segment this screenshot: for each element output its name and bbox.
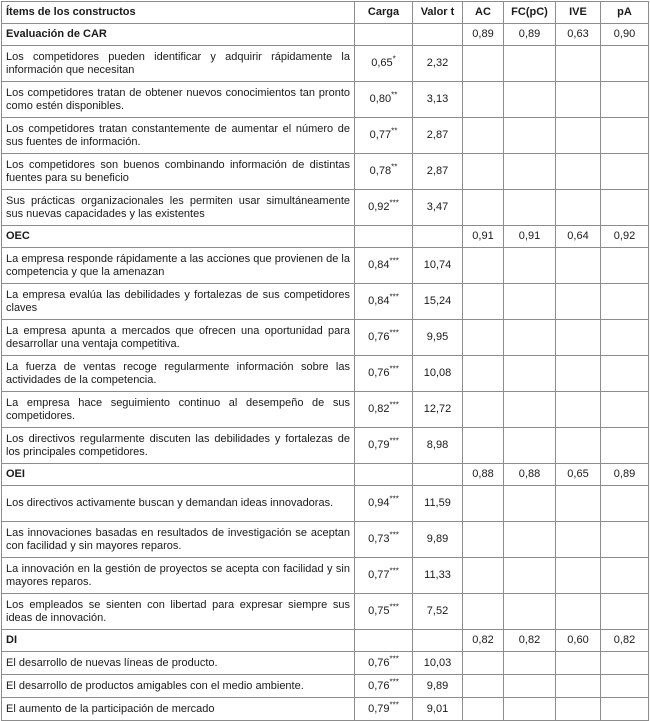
ive-value: 0,64 xyxy=(556,226,601,248)
valor-t-value: 2,87 xyxy=(413,154,463,190)
valor-t-value: 9,89 xyxy=(413,675,463,698)
empty-cell xyxy=(355,24,413,46)
item-text: El desarrollo de nuevas líneas de producto. xyxy=(2,652,355,675)
carga-cell xyxy=(355,428,413,464)
table-row xyxy=(2,356,649,392)
empty-cell xyxy=(601,118,649,154)
item-text: La innovación en la gestión de proyectos se acepta con facilidad y sin mayores reparos. xyxy=(2,558,355,594)
empty-cell xyxy=(463,154,504,190)
significance-stars: *** xyxy=(389,494,399,504)
empty-cell xyxy=(556,190,601,226)
item-text: Los directivos regularmente discuten las debilidades y fortalezas de los principales competidores. xyxy=(2,428,355,464)
empty-cell xyxy=(601,594,649,630)
empty-cell xyxy=(355,226,413,248)
carga-cell xyxy=(355,392,413,428)
empty-cell xyxy=(463,356,504,392)
empty-cell xyxy=(556,320,601,356)
construct-name: Evaluación de CAR xyxy=(2,24,355,46)
construct-header-row xyxy=(2,24,649,46)
item-text: Los competidores tratan constantemente de aumentar el número de sus fuentes de información. xyxy=(2,118,355,154)
table-row xyxy=(2,46,649,82)
carga-value: 0,76 xyxy=(368,656,390,669)
significance-stars: *** xyxy=(389,198,399,208)
ac-value: 0,82 xyxy=(463,630,504,652)
valor-t-value: 8,98 xyxy=(413,428,463,464)
empty-cell xyxy=(504,320,556,356)
carga-cell xyxy=(355,46,413,82)
ive-value: 0,65 xyxy=(556,464,601,486)
empty-cell xyxy=(463,82,504,118)
empty-cell xyxy=(355,630,413,652)
construct-header-row xyxy=(2,464,649,486)
empty-cell xyxy=(556,675,601,698)
empty-cell xyxy=(463,428,504,464)
empty-cell xyxy=(504,522,556,558)
empty-cell xyxy=(504,486,556,522)
table-row xyxy=(2,675,649,698)
valor-t-value: 15,24 xyxy=(413,284,463,320)
carga-value: 0,76 xyxy=(368,367,390,379)
empty-cell xyxy=(413,226,463,248)
empty-cell xyxy=(601,428,649,464)
carga-value: 0,84 xyxy=(368,259,390,271)
item-text: Las innovaciones basadas en resultados de investigación se aceptan con facilidad y sin mayores reparos. xyxy=(2,522,355,558)
carga-cell xyxy=(355,698,413,721)
empty-cell xyxy=(463,594,504,630)
carga-cell xyxy=(355,594,413,630)
empty-cell xyxy=(504,428,556,464)
valor-t-value: 2,87 xyxy=(413,118,463,154)
ac-value: 0,88 xyxy=(463,464,504,486)
carga-value: 0,84 xyxy=(368,295,390,307)
carga-value: 0,76 xyxy=(368,679,390,692)
table-row xyxy=(2,698,649,721)
table-row xyxy=(2,190,649,226)
pa-value: 0,89 xyxy=(601,464,649,486)
fc-value: 0,82 xyxy=(504,630,556,652)
empty-cell xyxy=(504,356,556,392)
significance-stars: *** xyxy=(389,256,399,266)
significance-stars: *** xyxy=(389,364,399,374)
valor-t-value: 11,59 xyxy=(413,486,463,522)
empty-cell xyxy=(601,522,649,558)
valor-t-value: 2,32 xyxy=(413,46,463,82)
item-text: La empresa apunta a mercados que ofrecen una oportunidad para desarrollar una ventaja competitiva. xyxy=(2,320,355,356)
empty-cell xyxy=(556,428,601,464)
item-text: Los competidores tratan de obtener nuevos conocimientos tan pronto como estén disponibles. xyxy=(2,82,355,118)
empty-cell xyxy=(504,46,556,82)
carga-cell xyxy=(355,652,413,675)
carga-cell xyxy=(355,675,413,698)
significance-stars: ** xyxy=(391,162,398,172)
carga-cell xyxy=(355,190,413,226)
empty-cell xyxy=(556,698,601,721)
empty-cell xyxy=(504,675,556,698)
item-text: La fuerza de ventas recoge regularmente información sobre las actividades de la competencia. xyxy=(2,356,355,392)
table-row xyxy=(2,594,649,630)
empty-cell xyxy=(504,82,556,118)
pa-value: 0,90 xyxy=(601,24,649,46)
header-pa: pA xyxy=(601,2,649,24)
empty-cell xyxy=(413,630,463,652)
empty-cell xyxy=(556,558,601,594)
empty-cell xyxy=(601,248,649,284)
empty-cell xyxy=(463,248,504,284)
carga-cell xyxy=(355,558,413,594)
carga-cell xyxy=(355,248,413,284)
empty-cell xyxy=(463,652,504,675)
item-text: El aumento de la participación de mercado xyxy=(2,698,355,721)
empty-cell xyxy=(601,190,649,226)
empty-cell xyxy=(556,392,601,428)
significance-stars: *** xyxy=(389,699,399,709)
significance-stars: *** xyxy=(389,602,399,612)
table-row xyxy=(2,118,649,154)
carga-cell xyxy=(355,320,413,356)
carga-value: 0,80 xyxy=(369,93,392,105)
significance-stars: *** xyxy=(389,676,399,686)
empty-cell xyxy=(556,486,601,522)
valor-t-value: 9,01 xyxy=(413,698,463,721)
table-row xyxy=(2,652,649,675)
carga-cell xyxy=(355,118,413,154)
valor-t-value: 10,03 xyxy=(413,652,463,675)
header-carga: Carga xyxy=(355,2,413,24)
item-text: Los directivos activamente buscan y demandan ideas innovadoras. xyxy=(2,486,355,522)
empty-cell xyxy=(556,594,601,630)
header-valor-t: Valor t xyxy=(413,2,463,24)
pa-value: 0,82 xyxy=(601,630,649,652)
table-row xyxy=(2,320,649,356)
pa-value: 0,92 xyxy=(601,226,649,248)
empty-cell xyxy=(601,356,649,392)
significance-stars: *** xyxy=(389,530,399,540)
empty-cell xyxy=(413,464,463,486)
carga-cell xyxy=(355,356,413,392)
empty-cell xyxy=(463,675,504,698)
empty-cell xyxy=(504,698,556,721)
fc-value: 0,88 xyxy=(504,464,556,486)
carga-value: 0,75 xyxy=(368,605,390,617)
ive-value: 0,63 xyxy=(556,24,601,46)
valor-t-value: 10,08 xyxy=(413,356,463,392)
empty-cell xyxy=(601,82,649,118)
empty-cell xyxy=(556,284,601,320)
construct-header-row xyxy=(2,630,649,652)
empty-cell xyxy=(601,392,649,428)
carga-value: 0,65 xyxy=(371,57,393,69)
item-text: Los empleados se sienten con libertad para expresar siempre sus ideas de innovación. xyxy=(2,594,355,630)
empty-cell xyxy=(556,118,601,154)
significance-stars: *** xyxy=(389,566,399,576)
empty-cell xyxy=(504,652,556,675)
empty-cell xyxy=(601,652,649,675)
empty-cell xyxy=(504,284,556,320)
table-row xyxy=(2,248,649,284)
constructs-table xyxy=(1,1,649,721)
item-text: Los competidores son buenos combinando información de distintas fuentes para su beneficio xyxy=(2,154,355,190)
item-text: Sus prácticas organizacionales les permiten usar simultáneamente sus nuevas capacidades y las existentes xyxy=(2,190,355,226)
empty-cell xyxy=(463,284,504,320)
empty-cell xyxy=(504,190,556,226)
valor-t-value: 3,47 xyxy=(413,190,463,226)
empty-cell xyxy=(556,652,601,675)
empty-cell xyxy=(556,356,601,392)
significance-stars: *** xyxy=(389,400,399,410)
valor-t-value: 11,33 xyxy=(413,558,463,594)
empty-cell xyxy=(601,320,649,356)
carga-value: 0,79 xyxy=(368,702,390,715)
valor-t-value: 3,13 xyxy=(413,82,463,118)
significance-stars: *** xyxy=(389,653,399,663)
carga-value: 0,92 xyxy=(368,201,390,213)
empty-cell xyxy=(463,118,504,154)
header-ac: AC xyxy=(463,2,504,24)
empty-cell xyxy=(556,154,601,190)
valor-t-value: 7,52 xyxy=(413,594,463,630)
empty-cell xyxy=(504,118,556,154)
ive-value: 0,60 xyxy=(556,630,601,652)
significance-stars: ** xyxy=(391,90,398,100)
empty-cell xyxy=(556,82,601,118)
construct-name: OEI xyxy=(2,464,355,486)
empty-cell xyxy=(556,46,601,82)
carga-value: 0,73 xyxy=(368,533,390,545)
carga-cell xyxy=(355,522,413,558)
empty-cell xyxy=(601,284,649,320)
table-header-row xyxy=(2,2,649,24)
construct-header-row xyxy=(2,226,649,248)
significance-stars: *** xyxy=(389,328,399,338)
empty-cell xyxy=(355,464,413,486)
table-row xyxy=(2,558,649,594)
carga-value: 0,78 xyxy=(369,165,392,177)
carga-cell xyxy=(355,284,413,320)
carga-cell xyxy=(355,486,413,522)
empty-cell xyxy=(463,558,504,594)
empty-cell xyxy=(504,558,556,594)
empty-cell xyxy=(463,698,504,721)
header-items: Ítems de los constructos xyxy=(2,2,355,24)
significance-stars: * xyxy=(392,54,396,64)
table-row xyxy=(2,392,649,428)
empty-cell xyxy=(504,594,556,630)
item-text: Los competidores pueden identificar y adquirir rápidamente la información que necesitan xyxy=(2,46,355,82)
carga-cell xyxy=(355,154,413,190)
empty-cell xyxy=(463,46,504,82)
carga-value: 0,77 xyxy=(368,569,390,581)
empty-cell xyxy=(413,24,463,46)
item-text: El desarrollo de productos amigables con el medio ambiente. xyxy=(2,675,355,698)
valor-t-value: 12,72 xyxy=(413,392,463,428)
significance-stars: *** xyxy=(389,292,399,302)
item-text: La empresa evalúa las debilidades y fortalezas de sus competidores claves xyxy=(2,284,355,320)
item-text: La empresa hace seguimiento continuo al desempeño de sus competidores. xyxy=(2,392,355,428)
empty-cell xyxy=(601,558,649,594)
empty-cell xyxy=(601,46,649,82)
table-row xyxy=(2,154,649,190)
significance-stars: ** xyxy=(391,126,398,136)
table-row xyxy=(2,522,649,558)
empty-cell xyxy=(504,154,556,190)
empty-cell xyxy=(504,392,556,428)
significance-stars: *** xyxy=(389,436,399,446)
carga-value: 0,76 xyxy=(368,331,390,343)
carga-value: 0,94 xyxy=(368,497,390,509)
header-fc: FC(pC) xyxy=(504,2,556,24)
construct-name: OEC xyxy=(2,226,355,248)
carga-value: 0,77 xyxy=(369,129,392,141)
empty-cell xyxy=(556,248,601,284)
empty-cell xyxy=(463,486,504,522)
item-text: La empresa responde rápidamente a las acciones que provienen de la competencia y que la amenazan xyxy=(2,248,355,284)
valor-t-value: 9,89 xyxy=(413,522,463,558)
empty-cell xyxy=(601,486,649,522)
empty-cell xyxy=(463,320,504,356)
empty-cell xyxy=(463,522,504,558)
ac-value: 0,91 xyxy=(463,226,504,248)
table-row xyxy=(2,82,649,118)
table-row xyxy=(2,284,649,320)
empty-cell xyxy=(601,698,649,721)
table-row xyxy=(2,428,649,464)
carga-value: 0,79 xyxy=(368,439,390,451)
valor-t-value: 9,95 xyxy=(413,320,463,356)
empty-cell xyxy=(504,248,556,284)
header-ive: IVE xyxy=(556,2,601,24)
empty-cell xyxy=(463,392,504,428)
empty-cell xyxy=(556,522,601,558)
table-row xyxy=(2,486,649,522)
valor-t-value: 10,74 xyxy=(413,248,463,284)
construct-name: DI xyxy=(2,630,355,652)
empty-cell xyxy=(601,154,649,190)
empty-cell xyxy=(463,190,504,226)
fc-value: 0,89 xyxy=(504,24,556,46)
fc-value: 0,91 xyxy=(504,226,556,248)
carga-value: 0,82 xyxy=(368,403,390,415)
empty-cell xyxy=(601,675,649,698)
carga-cell xyxy=(355,82,413,118)
ac-value: 0,89 xyxy=(463,24,504,46)
